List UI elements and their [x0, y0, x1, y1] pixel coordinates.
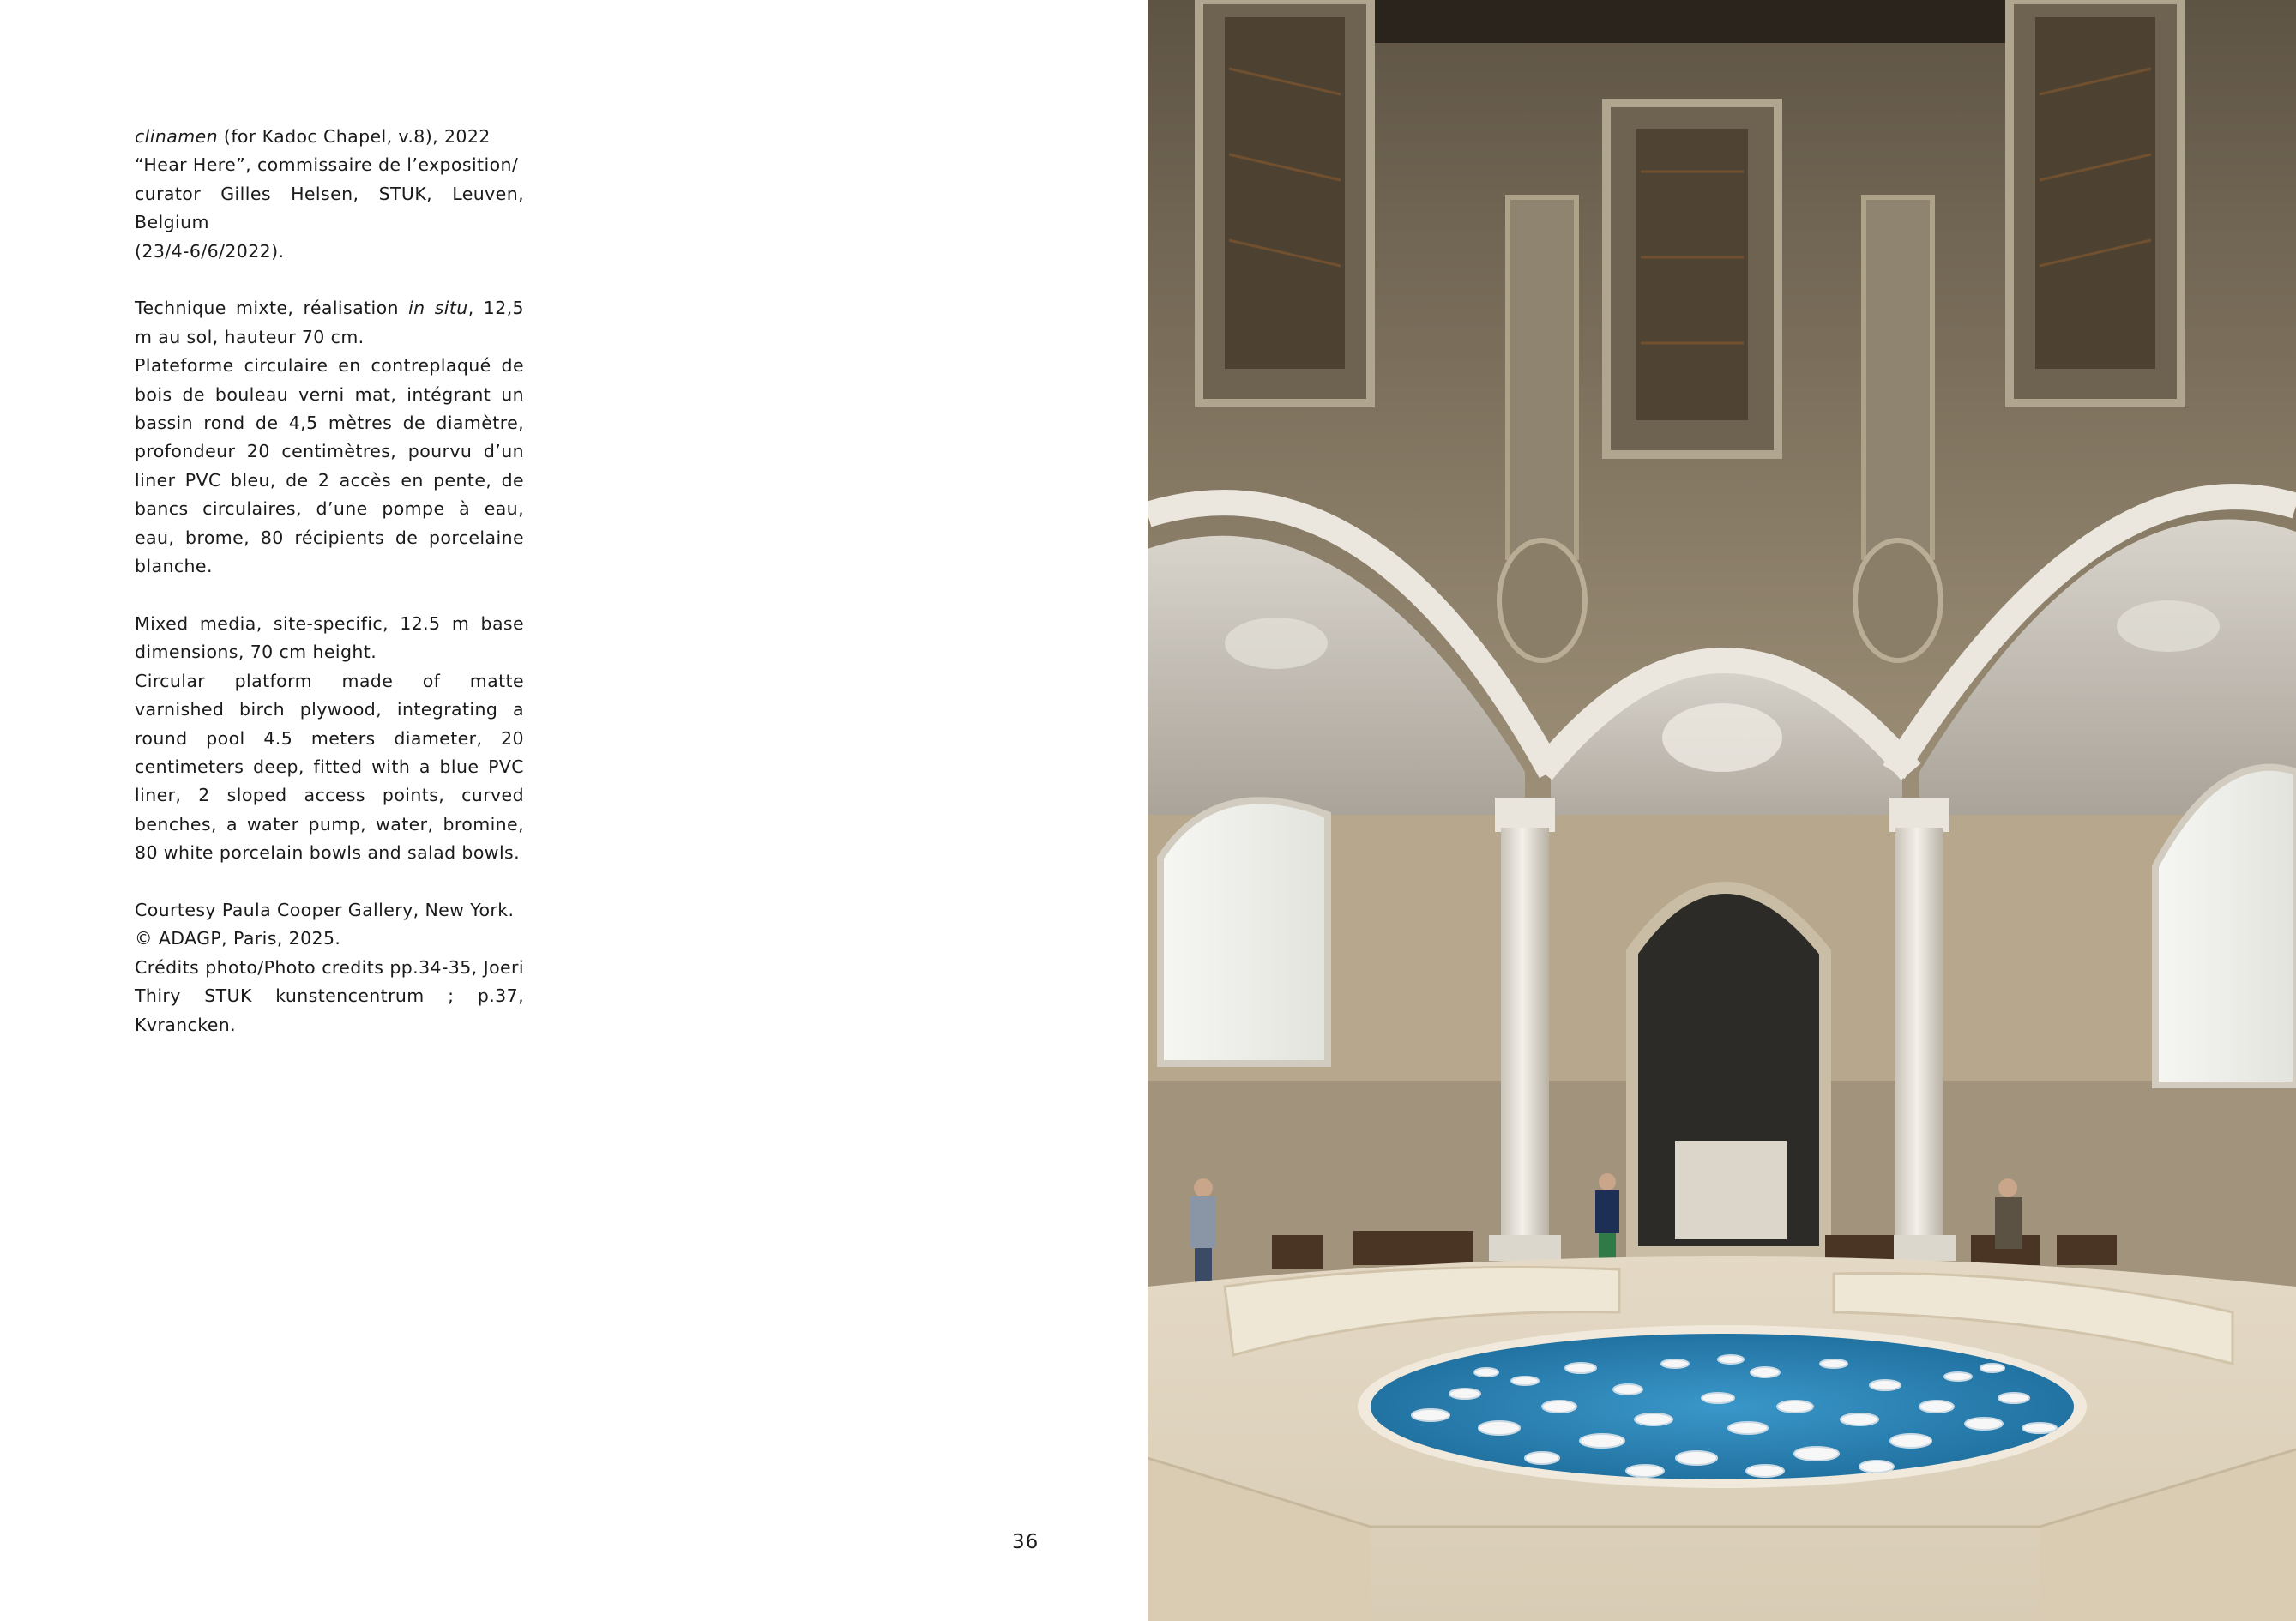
en-description: Circular platform made of matte varnished birch plywood, integrating a round pool 4.5 meters diameter, 20 centimeters deep, fitted with a blue PVC liner, 2 sloped access points, curved benches, a water pump, water, bromine, 80 white porcelain bowls and salad bowls. — [135, 670, 524, 864]
altar-panel — [1675, 1141, 1787, 1239]
page-number: 36 — [1012, 1531, 1040, 1553]
photo-credits: Crédits photo/Photo credits pp.34-35, Joeri Thiry STUK kunstencentrum ; p.37, Kvrancken. — [135, 956, 524, 1035]
fr-description: Plateforme circulaire en contreplaqué de bois de bouleau verni mat, intégrant un bassin rond de 4,5 mètres de diamètre, profondeur 20 centimètres, pourvu d’un liner PVC bleu, de 2 accès en pente, de bancs circulaires, d’une pompe à eau, eau, brome, 80 récipients de porcelaine blanche. — [135, 355, 524, 577]
copyright-line: © ADAGP, Paris, 2025. — [135, 928, 341, 949]
fr-technique-pre: Technique mixte, réalisation — [135, 298, 409, 319]
ceiling — [1345, 0, 2100, 43]
exhibition-line-3: (23/4-6/6/2022). — [135, 240, 285, 262]
exhibition-line-1: “Hear Here”, commissaire de l’exposition/ — [135, 154, 519, 176]
fr-technique-italic: in situ — [408, 298, 468, 319]
courtesy-line: Courtesy Paula Cooper Gallery, New York. — [135, 899, 515, 920]
spacer — [135, 266, 524, 294]
left-window — [1160, 800, 1328, 1064]
en-technique: Mixed media, site-specific, 12.5 m base dimensions, 70 cm height. — [135, 612, 524, 663]
artwork-title-rest: (for Kadoc Chapel, v.8), 2022 — [218, 126, 491, 147]
spacer — [135, 868, 524, 896]
spacer — [135, 581, 524, 609]
caption-title — [135, 123, 524, 151]
fr-technique — [135, 294, 524, 352]
fr-technique-post: , 12,5 m au sol, hauteur 70 cm. — [135, 298, 525, 347]
chapel-installation-photo — [1148, 0, 2296, 1621]
artwork-caption — [135, 123, 524, 1039]
photo-illustration — [1148, 0, 2296, 1621]
artwork-title-italic: clinamen — [135, 126, 218, 147]
exhibition-line-2: curator Gilles Helsen, STUK, Leuven, Belgium — [135, 183, 524, 233]
